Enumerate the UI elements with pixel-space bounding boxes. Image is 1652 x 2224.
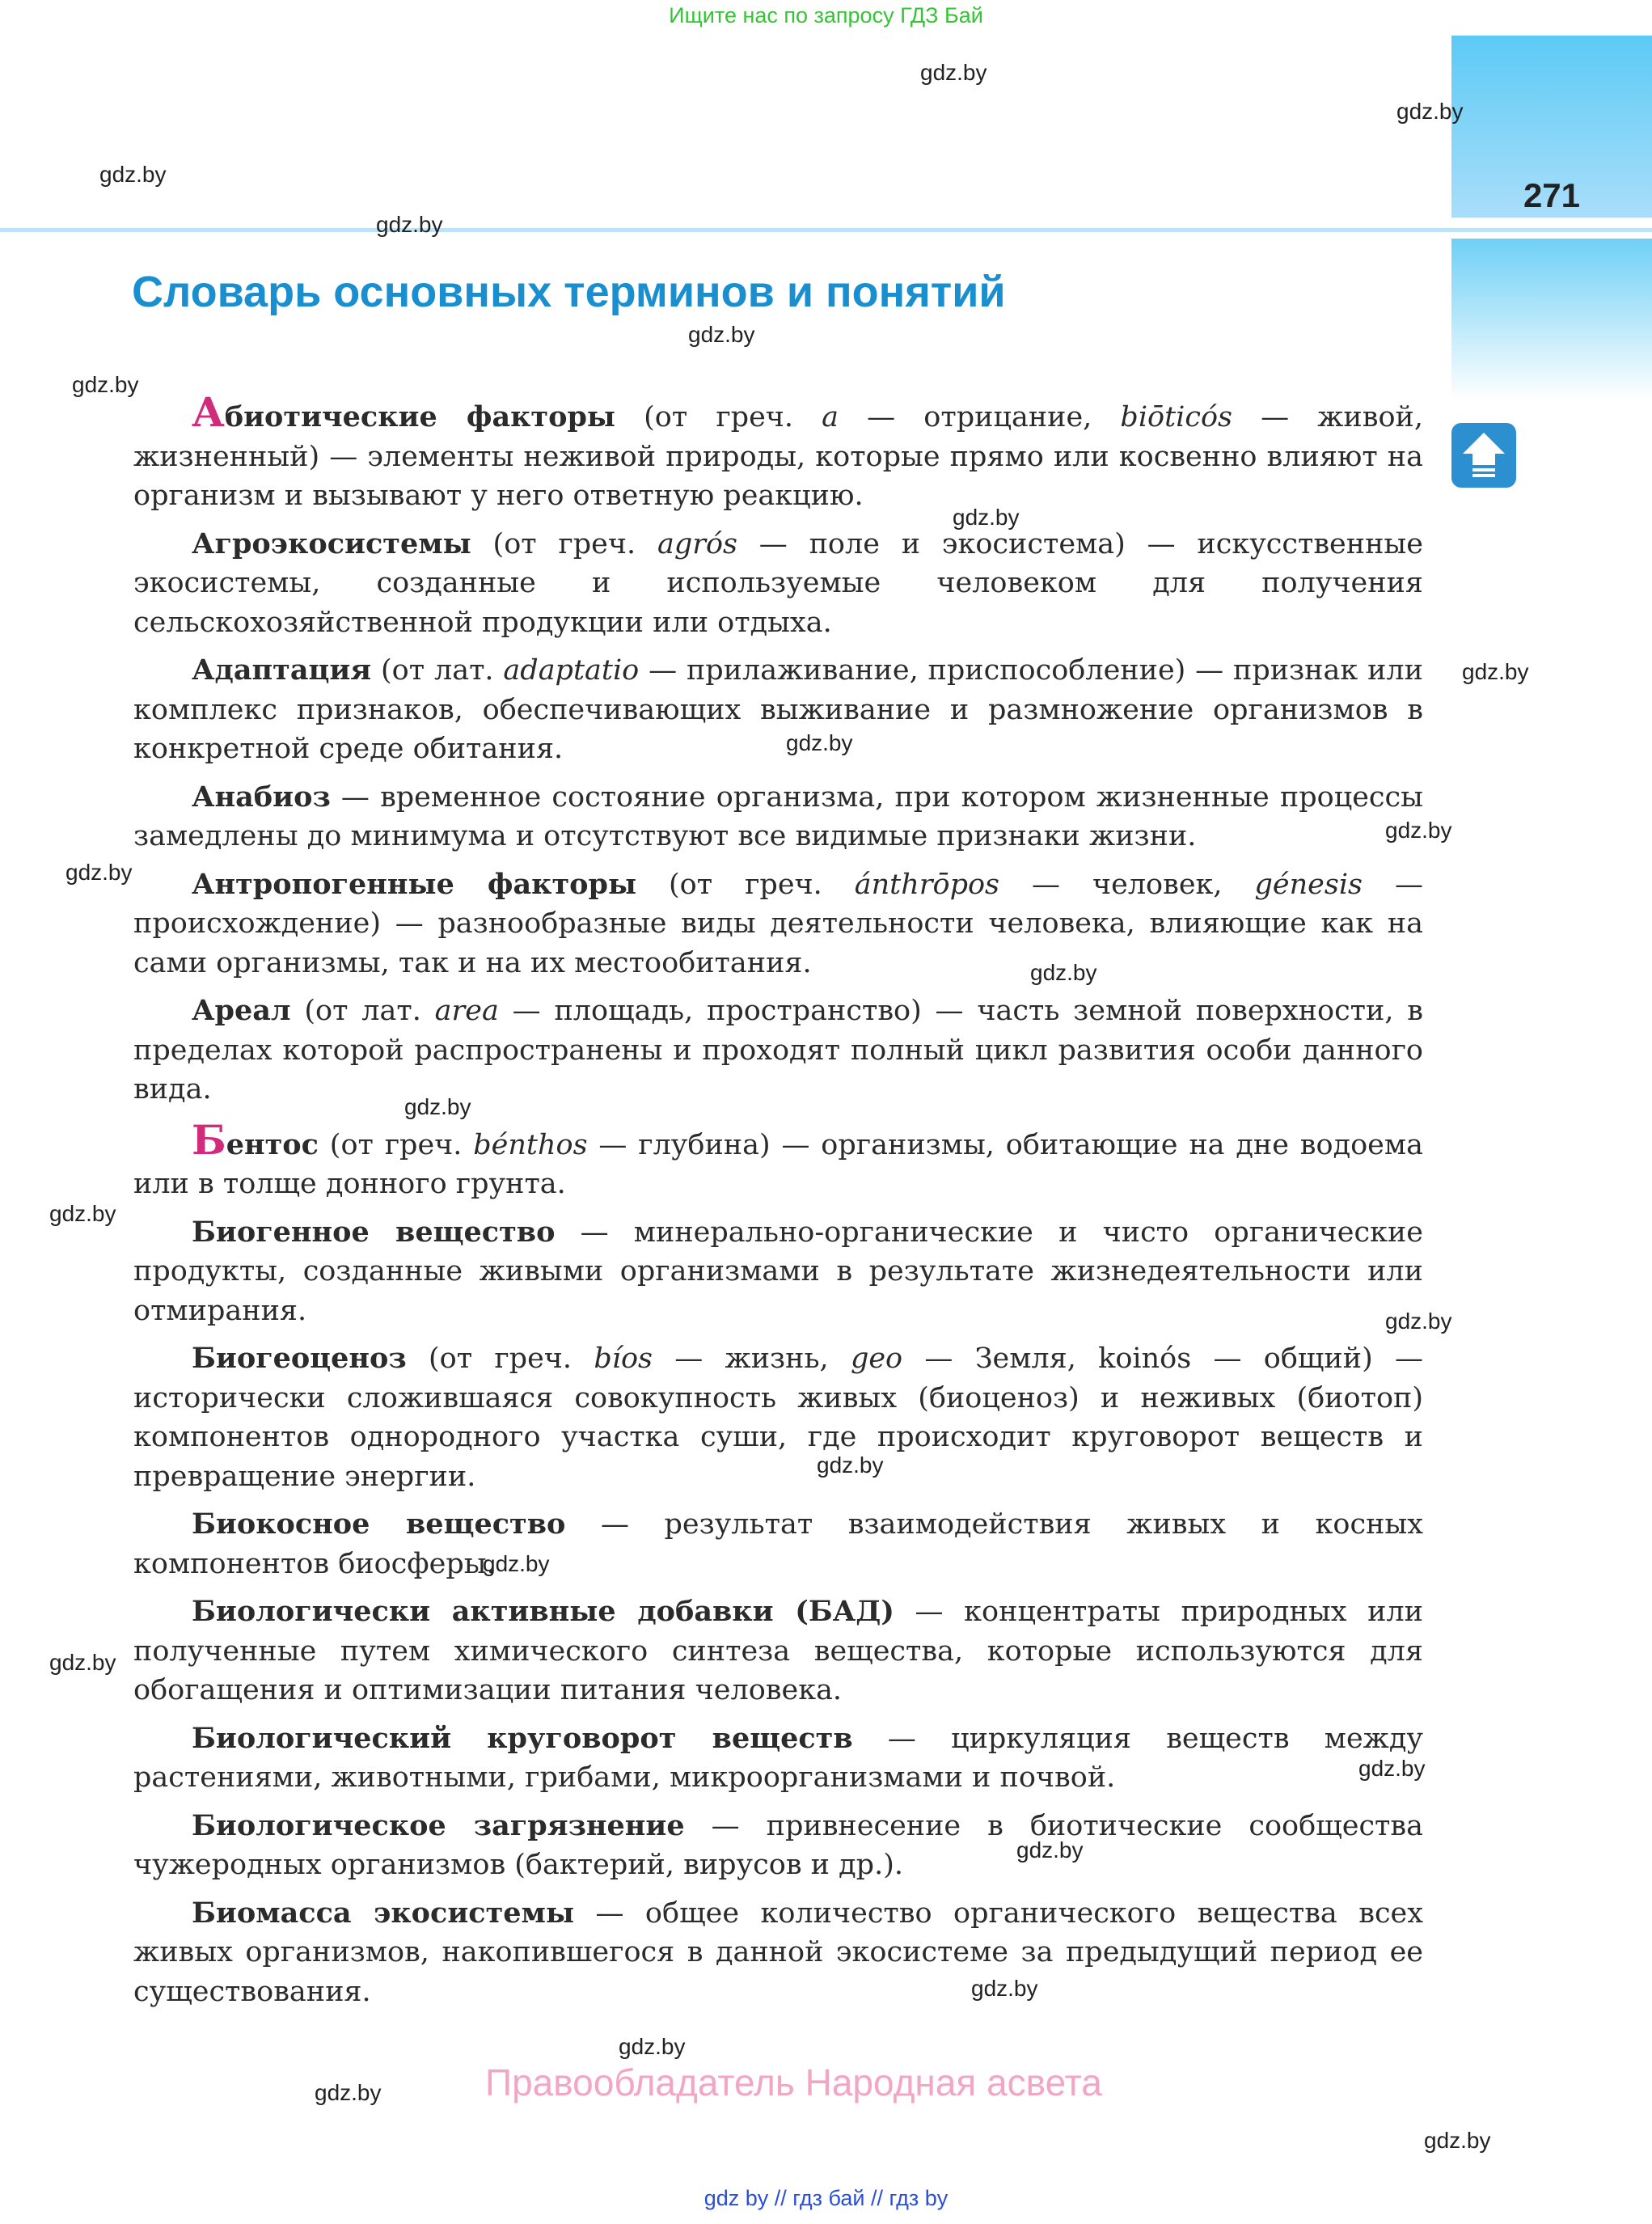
entry-text: — циркуляция веществ между растениями, животными, грибами, микроорганизмами и почвой. [133,1722,1423,1794]
glossary-entry [133,1505,1423,1583]
glossary-entry [133,1719,1423,1798]
entry-term: Антропогенные факторы [192,867,637,901]
entry-text: (от греч. [471,527,657,560]
entry-term: Адаптация [192,653,372,687]
entry-term: Биогенное вещество [192,1215,556,1249]
entry-term: Ареал [192,994,291,1027]
watermark: gdz.by [971,1976,1038,2001]
entry-etymology: biōticós [1120,401,1232,433]
entry-text: — живой, жизненный) — элементы неживой природы, которые прямо или косвенно влияют на организм и вызывают у него ответную реакцию. [133,401,1423,512]
entry-text: — Земля, koinós — общий) — исторически сложившаяся совокупность живых (биоценоз) и неживых (биотоп) компонентов однородного участка суши, где происходит круговорот веществ и превращение энергии. [133,1342,1424,1493]
entry-term: ентос [226,1127,319,1161]
entry-text: — жизнь, [652,1342,851,1375]
entry-text: — поле и экосистема) — искусственные экосистемы, созданные и используемые человеком для получения сельскохозяйственной продукции или отдыха. [133,527,1423,639]
home-up-icon[interactable] [1451,423,1516,488]
watermark: gdz.by [619,2034,686,2059]
watermark: gdz.by [65,860,133,885]
entry-term: Биологически активные добавки (БАД) [192,1595,894,1628]
entry-term: Биогеоценоз [192,1342,407,1375]
entry-term: Агроэкосистемы [192,526,471,560]
glossary-entry [133,991,1423,1110]
glossary-entry [133,388,1423,516]
glossary-entry [133,1339,1423,1496]
entry-text: — минерально-органические и чисто органические продукты, созданные живыми организмами в результате жизнедеятельности или отмирания. [133,1216,1423,1327]
entry-text: (от греч. [318,1128,474,1161]
entry-etymology: a [822,401,839,433]
glossary-entry [133,1807,1423,1885]
entry-term: Анабиоз [192,780,331,814]
glossary-entry [133,651,1423,769]
watermark: gdz.by [953,505,1020,530]
entry-text: — площадь, пространство) — часть земной поверхности, в пределах которой распространены и проходят полный цикл развития особи данного вида. [133,995,1423,1106]
glossary-entry [133,1115,1423,1204]
entry-text: (от греч. [615,401,822,433]
entry-term: Биомасса экосистемы [192,1896,575,1930]
bottom-links[interactable]: gdz by // гдз бай // гдз by [703,2186,949,2210]
copyright-notice: Правообладатель Народная асвета [485,2061,1102,2103]
entry-etymology: adaptatio [503,654,640,687]
watermark: gdz.by [1385,1309,1452,1334]
watermark: gdz.by [920,60,987,85]
watermark: gdz.by [1358,1756,1426,1781]
entry-text: — результат взаимодействия живых и косных компонентов биосферы. [133,1508,1423,1580]
glossary-list [133,388,1424,2020]
watermark: gdz.by [72,372,139,397]
watermark: gdz.by [315,2080,382,2105]
glossary-entry [133,1213,1423,1331]
watermark: gdz.by [49,1201,116,1226]
watermark: gdz.by [688,322,755,347]
watermark: gdz.by [404,1094,471,1119]
entry-text: — глубина) — организмы, обитающие на дне водоема или в толще донного грунта. [133,1128,1423,1200]
entry-term: Биологическое загрязнение [192,1808,685,1842]
entry-text: — человек, [999,868,1255,901]
glossary-entry [133,525,1423,643]
entry-etymology: bénthos [473,1128,588,1161]
entry-text: — временное состояние организма, при котором жизненные процессы замедлены до минимума и отсутствуют все видимые признаки жизни. [133,780,1423,852]
header-rule [0,228,1652,232]
entry-text: (от греч. [406,1342,594,1375]
page-tab-gradient [1451,239,1652,400]
entry-text: — происхождение) — разнообразные виды деятельности человека, влияющие как на сами организмы, так и на их местообитания. [133,868,1423,979]
top-banner[interactable]: Ищите нас по запросу ГДЗ Бай [669,3,983,27]
entry-text: — отрицание, [839,401,1121,433]
entry-etymology: ánthrōpos [854,868,1000,901]
entry-text: — привнесение в биотические сообщества чужеродных организмов (бактерий, вирусов и др.). [133,1809,1423,1881]
entry-term: биотические факторы [224,400,616,433]
entry-term: Биологический круговорот веществ [192,1721,853,1755]
watermark: gdz.by [786,730,853,755]
glossary-entry [133,865,1423,983]
watermark: gdz.by [376,212,443,237]
watermark: gdz.by [49,1650,116,1675]
drop-letter: А [192,388,225,436]
glossary-entry [133,1894,1423,2012]
entry-term: Биокосное вещество [192,1507,566,1541]
entry-text: (от лат. [371,654,504,687]
watermark: gdz.by [1016,1837,1084,1862]
entry-text: — прилаживание, приспособление) — признак или комплекс признаков, обеспечивающих выживание и размножение организмов в конкретной среде обитания. [133,654,1423,765]
page-number: 271 [1523,176,1581,214]
drop-letter: Б [192,1115,226,1164]
glossary-entry [133,1592,1423,1710]
entry-etymology: bíos [594,1342,653,1375]
watermark: gdz.by [1424,2128,1491,2153]
watermark: gdz.by [99,162,167,187]
watermark: gdz.by [1030,960,1097,985]
watermark: gdz.by [1385,818,1452,843]
watermark: gdz.by [483,1551,550,1576]
entry-text: — концентраты природных или полученные путем химического синтеза вещества, которые используются для обогащения и оптимизации питания человека. [133,1596,1423,1706]
page-title: Словарь основных терминов и понятий [132,268,1006,316]
entry-etymology: area [434,995,499,1027]
watermark: gdz.by [817,1452,884,1478]
entry-text: (от лат. [290,995,435,1027]
entry-etymology: génesis [1254,868,1363,901]
entry-etymology: geo [850,1342,903,1375]
entry-text: — общее количество органического вещества всех живых организмов, накопившегося в данной экосистеме за предыдущий период ее существования. [133,1896,1423,2008]
entry-text: (от греч. [636,868,855,901]
entry-etymology: agrós [657,527,737,560]
watermark: gdz.by [1396,99,1464,124]
glossary-entry [133,778,1423,856]
watermark: gdz.by [1462,659,1529,684]
